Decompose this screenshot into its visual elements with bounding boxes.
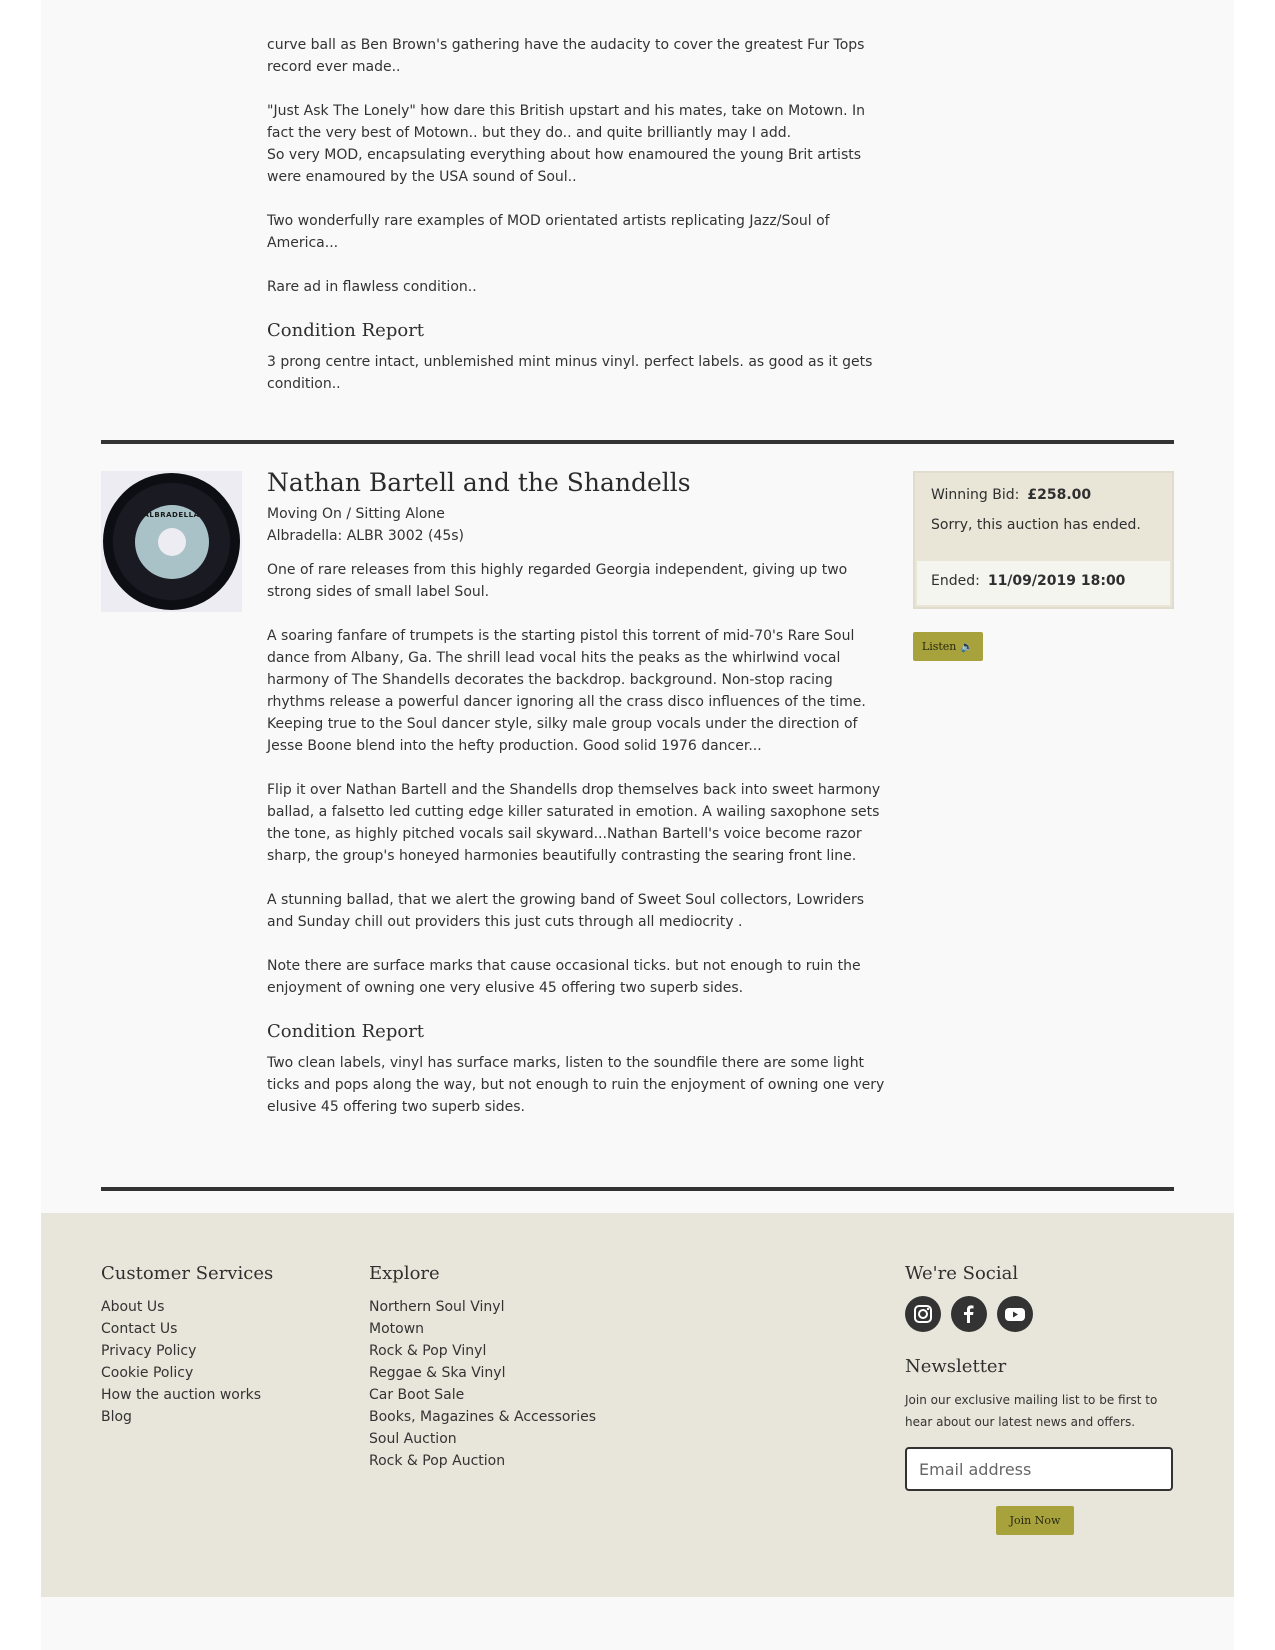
site-footer — [41, 1213, 1234, 1597]
item-divider — [101, 440, 1174, 444]
winning-bid-row — [931, 487, 1091, 503]
description-paragraph: A soaring fanfare of trumpets is the starting pistol this torrent of mid-70's Rare Soul dance from Albany, Ga. The shrill lead vocal hits the peaks as the whirlwind vocal harmony of The Shandells decorates the backdrop. background. Non-stop racing rhythms release a powerful dancer ignoring all the crass disco influences of the time. Keeping true to the Soul dancer style, silky male group vocals under the direction of Jesse Boone blend into the hefty production. Good solid 1976 dancer... — [267, 628, 866, 754]
join-now-button[interactable]: Join Now — [996, 1506, 1074, 1535]
footer-link-reggae-ska-vinyl[interactable]: Reggae & Ska Vinyl — [369, 1365, 506, 1381]
condition-report-title: Condition Report — [267, 320, 425, 341]
item-title[interactable]: Nathan Bartell and the Shandells — [267, 468, 691, 497]
record-label — [135, 505, 209, 579]
footer-link-car-boot-sale[interactable]: Car Boot Sale — [369, 1387, 465, 1403]
description-paragraph: One of rare releases from this highly regarded Georgia independent, giving up two strong sides of small label Soul. — [267, 562, 848, 600]
footer-link-northern-soul-vinyl[interactable]: Northern Soul Vinyl — [369, 1299, 505, 1315]
previous-item-description — [267, 34, 887, 417]
youtube-icon[interactable] — [997, 1296, 1033, 1332]
footer-link-rock-pop-auction[interactable]: Rock & Pop Auction — [369, 1453, 506, 1469]
item-details — [267, 468, 887, 1140]
vinyl-record-image — [103, 473, 240, 610]
description-paragraph: Flip it over Nathan Bartell and the Shandells drop themselves back into sweet harmony ballad, a falsetto led cutting edge killer saturated in emotion. A wailing saxophone sets the tone, as highly pitched vocals sail skyward...Nathan Bartell's voice become razor sharp, the group's honeyed harmonies beautifully contrasting the searing front line. — [267, 782, 881, 864]
winning-bid-amount: £258.00 — [1027, 487, 1092, 503]
customer-services-column — [101, 1263, 273, 1428]
listen-label: Listen — [921, 640, 957, 653]
winning-bid-label: Winning Bid: — [931, 487, 1020, 503]
description-paragraph: curve ball as Ben Brown's gathering have the audacity to cover the greatest Fur Tops record ever made.. — [267, 37, 865, 75]
condition-report-text: 3 prong centre intact, unblemished mint minus vinyl. perfect labels. as good as it gets condition.. — [267, 354, 873, 392]
auction-ended-row — [917, 561, 1170, 605]
footer-link-blog[interactable]: Blog — [101, 1409, 132, 1425]
social-title: We're Social — [905, 1263, 1019, 1284]
footer-link-contact-us[interactable]: Contact Us — [101, 1321, 178, 1337]
email-input[interactable] — [905, 1447, 1173, 1491]
footer-link-motown[interactable]: Motown — [369, 1321, 425, 1337]
bid-summary-box — [913, 471, 1174, 609]
footer-link-privacy-policy[interactable]: Privacy Policy — [101, 1343, 197, 1359]
social-icons — [905, 1296, 1173, 1332]
facebook-icon[interactable] — [951, 1296, 987, 1332]
description-paragraph: "Just Ask The Lonely" how dare this British upstart and his mates, take on Motown. In fact the very best of Motown.. but they do.. and quite brilliantly may I add. So very MOD, encapsulating everything about how enamoured the young Brit artists were enamoured by the USA sound of Soul.. — [267, 103, 866, 185]
speaker-icon: 🔈 — [960, 640, 975, 653]
footer-link-cookie-policy[interactable]: Cookie Policy — [101, 1365, 194, 1381]
item-divider — [101, 1187, 1174, 1191]
footer-link-rock-pop-vinyl[interactable]: Rock & Pop Vinyl — [369, 1343, 487, 1359]
description-paragraph: Note there are surface marks that cause occasional ticks. but not enough to ruin the enjoyment of owning one very elusive 45 offering two superb sides. — [267, 958, 861, 996]
description-paragraph: A stunning ballad, that we alert the growing band of Sweet Soul collectors, Lowriders and Sunday chill out providers this just cuts through all mediocrity . — [267, 892, 865, 930]
ended-date: 11/09/2019 18:00 — [987, 573, 1126, 589]
listen-button[interactable] — [913, 632, 983, 661]
newsletter-text: Join our exclusive mailing list to be first to hear about our latest news and offers. — [905, 1393, 1158, 1429]
instagram-icon[interactable] — [905, 1296, 941, 1332]
newsletter-title: Newsletter — [905, 1356, 1007, 1377]
footer-link-how-auction-works[interactable]: How the auction works — [101, 1387, 262, 1403]
auction-status: Sorry, this auction has ended. — [931, 517, 1141, 533]
record-spindle-hole — [158, 528, 186, 556]
item-sides: Moving On / Sitting Alone — [267, 506, 445, 522]
record-thumbnail[interactable] — [101, 471, 242, 612]
explore-title: Explore — [369, 1263, 440, 1284]
description-paragraph: Rare ad in flawless condition.. — [267, 279, 477, 295]
condition-report-title: Condition Report — [267, 1021, 425, 1042]
description-paragraph: Two wonderfully rare examples of MOD orientated artists replicating Jazz/Soul of America... — [267, 213, 830, 251]
social-newsletter-column — [905, 1263, 1173, 1491]
footer-link-about-us[interactable]: About Us — [101, 1299, 165, 1315]
footer-link-soul-auction[interactable]: Soul Auction — [369, 1431, 457, 1447]
record-label-text: ALBRADELLA — [143, 510, 200, 519]
explore-column — [369, 1263, 596, 1472]
ended-label: Ended: — [931, 573, 980, 589]
footer-link-books-magazines[interactable]: Books, Magazines & Accessories — [369, 1409, 597, 1425]
condition-report-text: Two clean labels, vinyl has surface marks, listen to the soundfile there are some light ticks and pops along the way, but not enough to ruin the enjoyment of owning one very elusive 45 offering two superb sides. — [267, 1055, 885, 1115]
item-label-catalogue: Albradella: ALBR 3002 (45s) — [267, 528, 464, 544]
customer-services-title: Customer Services — [101, 1263, 274, 1284]
